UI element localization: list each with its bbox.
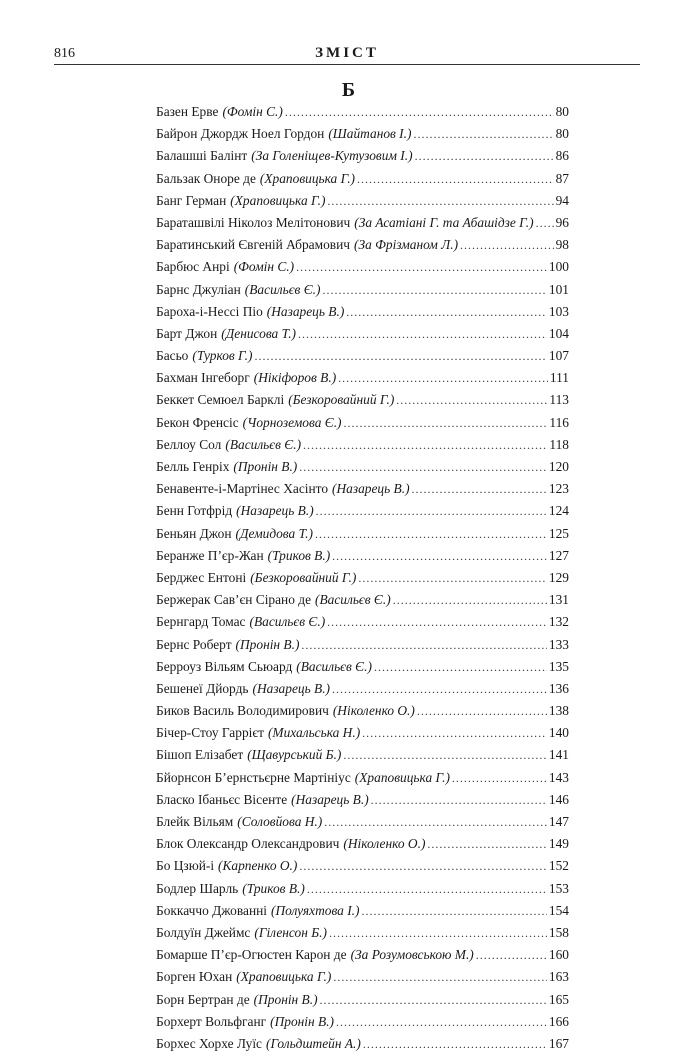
toc-entry bbox=[156, 259, 569, 281]
page-reference: 160 bbox=[548, 947, 569, 963]
article-author: (Васильєв Є.) bbox=[315, 592, 391, 608]
article-author: (Назарець В.) bbox=[332, 481, 410, 497]
dot-leader bbox=[476, 948, 547, 963]
author-name: Бароха-і-Нессі Піо bbox=[156, 303, 263, 319]
article-author: (За Фрізманом Л.) bbox=[354, 237, 459, 253]
toc-entry bbox=[156, 770, 569, 792]
toc-entry bbox=[156, 171, 569, 193]
page-number: 816 bbox=[54, 46, 75, 61]
page-reference: 149 bbox=[548, 836, 569, 852]
author-name: Бомарше П’єр-Огюстен Карон де bbox=[156, 947, 347, 963]
article-author: (Нікіфоров В.) bbox=[253, 370, 337, 386]
page-reference: 146 bbox=[548, 791, 569, 807]
dot-leader bbox=[452, 771, 547, 786]
toc-entry bbox=[156, 148, 569, 170]
page-reference: 127 bbox=[548, 547, 569, 563]
page-reference: 165 bbox=[548, 991, 569, 1007]
page-reference: 103 bbox=[548, 303, 569, 319]
toc-entry bbox=[156, 725, 569, 747]
toc-entry bbox=[156, 1036, 569, 1058]
dot-leader bbox=[322, 283, 546, 298]
author-name: Барт Джон bbox=[156, 325, 218, 341]
page-reference: 124 bbox=[548, 503, 569, 519]
toc-entry bbox=[156, 503, 569, 525]
dot-leader bbox=[536, 216, 554, 231]
dot-leader bbox=[336, 1015, 547, 1030]
page-reference: 163 bbox=[548, 969, 569, 985]
dot-leader bbox=[346, 305, 547, 320]
toc-entry bbox=[156, 814, 569, 836]
article-author: (Пронін В.) bbox=[270, 1013, 334, 1029]
dot-leader bbox=[332, 549, 547, 564]
author-name: Беллоу Сол bbox=[156, 436, 222, 452]
author-name: Бішоп Елізабет bbox=[156, 747, 244, 763]
toc-entry bbox=[156, 903, 569, 925]
article-author: (Васильєв Є.) bbox=[249, 614, 326, 630]
page-reference: 104 bbox=[548, 325, 569, 341]
author-name: Берджес Ентоні bbox=[156, 569, 247, 585]
page-reference: 138 bbox=[548, 703, 569, 719]
article-author: (Демидова Т.) bbox=[235, 525, 313, 541]
article-author: (Шайтанов І.) bbox=[328, 126, 412, 142]
page-reference: 140 bbox=[548, 725, 569, 741]
toc-entry bbox=[156, 348, 569, 370]
author-name: Белль Генріх bbox=[156, 459, 230, 474]
toc-entry bbox=[156, 304, 569, 326]
article-author: (Триков В.) bbox=[242, 880, 305, 896]
author-name: Бласко Ібаньєс Вісенте bbox=[156, 791, 288, 807]
dot-leader bbox=[329, 926, 547, 941]
page-reference: 118 bbox=[549, 436, 569, 452]
toc-entry bbox=[156, 370, 569, 392]
toc-entry bbox=[156, 570, 569, 592]
page-reference: 141 bbox=[548, 747, 569, 763]
author-name: Балашші Балінт bbox=[156, 148, 248, 164]
article-author: (Васильєв Є.) bbox=[244, 281, 321, 297]
dot-leader bbox=[417, 704, 547, 719]
dot-leader bbox=[362, 726, 547, 741]
page-reference: 154 bbox=[548, 902, 569, 918]
toc-entry bbox=[156, 526, 569, 548]
page-reference: 153 bbox=[548, 880, 569, 896]
author-name: Блейк Вільям bbox=[156, 814, 234, 829]
article-author: (Ніколенко О.) bbox=[332, 703, 415, 719]
dot-leader bbox=[427, 837, 547, 852]
author-name: Бернс Роберт bbox=[156, 636, 232, 652]
page-reference: 98 bbox=[555, 237, 569, 253]
toc-entry bbox=[156, 659, 569, 681]
author-name: Боккаччо Джованні bbox=[156, 902, 268, 918]
author-name: Бенавенте-і-Мартінес Хасінто bbox=[156, 481, 329, 497]
toc-entry bbox=[156, 126, 569, 148]
page-reference: 111 bbox=[549, 370, 569, 386]
dot-leader bbox=[320, 993, 547, 1008]
author-name: Бенн Готфрід bbox=[156, 503, 233, 519]
page-reference: 116 bbox=[549, 414, 569, 430]
dot-leader bbox=[332, 682, 547, 697]
article-author: (Храповицька Г.) bbox=[259, 170, 356, 186]
article-author: (Полуяхтова І.) bbox=[271, 902, 360, 918]
author-name: Беккет Семюел Барклі bbox=[156, 392, 285, 408]
article-author: (Васильєв Є.) bbox=[225, 436, 302, 452]
page-reference: 113 bbox=[549, 392, 569, 408]
dot-leader bbox=[315, 527, 547, 542]
page-reference: 96 bbox=[555, 214, 569, 230]
dot-leader bbox=[415, 149, 554, 164]
toc-entry bbox=[156, 104, 569, 126]
toc-entry bbox=[156, 437, 569, 459]
author-name: Бержерак Сав’єн Сірано де bbox=[156, 592, 312, 608]
author-name: Беранже П’єр-Жан bbox=[156, 547, 264, 563]
dot-leader bbox=[357, 172, 554, 187]
section-letter-heading: Б bbox=[341, 79, 356, 101]
toc-entry bbox=[156, 747, 569, 769]
author-name: Байрон Джордж Ноел Гордон bbox=[156, 126, 325, 142]
dot-leader bbox=[316, 504, 547, 519]
article-author: (Пронін В.) bbox=[253, 991, 318, 1007]
author-name: Борн Бертран де bbox=[156, 991, 250, 1007]
article-author: (Триков В.) bbox=[267, 547, 331, 563]
toc-entry bbox=[156, 992, 569, 1014]
toc-entry bbox=[156, 637, 569, 659]
article-author: (Назарець В.) bbox=[266, 303, 345, 319]
toc-entry bbox=[156, 392, 569, 414]
article-author: (Гіленсон Б.) bbox=[254, 924, 327, 940]
running-header bbox=[54, 44, 640, 65]
article-author: (Ніколенко О.) bbox=[343, 836, 426, 852]
dot-leader bbox=[361, 904, 546, 919]
dot-leader bbox=[254, 349, 546, 364]
article-author: (За Голеніщев-Кутузовим І.) bbox=[251, 148, 413, 164]
dot-leader bbox=[327, 615, 547, 630]
article-author: (Васильєв Є.) bbox=[296, 658, 372, 674]
author-name: Бахман Інгеборг bbox=[156, 370, 250, 386]
page-reference: 107 bbox=[548, 348, 569, 364]
article-author: (Безкоровайний Г.) bbox=[250, 569, 357, 585]
dot-leader bbox=[307, 882, 547, 897]
toc-entry bbox=[156, 925, 569, 947]
article-author: (Чорноземова Є.) bbox=[242, 414, 342, 430]
author-name: Бодлер Шарль bbox=[156, 880, 239, 896]
page-reference: 133 bbox=[548, 636, 569, 652]
article-author: (Денисова Т.) bbox=[221, 325, 297, 341]
author-name: Борхес Хорхе Луїс bbox=[156, 1035, 262, 1051]
page-reference: 101 bbox=[548, 281, 569, 297]
page-reference: 143 bbox=[548, 769, 569, 785]
dot-leader bbox=[396, 393, 547, 408]
author-name: Бйорнсон Б’ернстьєрне Мартініус bbox=[156, 769, 351, 785]
page-reference: 152 bbox=[548, 858, 569, 874]
author-name: Барнс Джуліан bbox=[156, 281, 241, 297]
dot-leader bbox=[371, 793, 547, 808]
page-reference: 80 bbox=[555, 126, 569, 142]
author-name: Борген Юхан bbox=[156, 969, 233, 985]
article-author: (Назарець В.) bbox=[291, 791, 369, 807]
dot-leader bbox=[358, 571, 547, 586]
toc-entry bbox=[156, 237, 569, 259]
author-name: Барбюс Анрі bbox=[156, 259, 230, 275]
author-name: Бальзак Оноре де bbox=[156, 170, 256, 186]
dot-leader bbox=[299, 460, 547, 475]
toc-entry bbox=[156, 592, 569, 614]
page-reference: 120 bbox=[548, 459, 569, 474]
article-author: (Безкоровайний Г.) bbox=[288, 392, 395, 408]
article-author: (Михальська Н.) bbox=[267, 725, 361, 741]
page-reference: 87 bbox=[555, 170, 569, 186]
dot-leader bbox=[460, 238, 554, 253]
table-of-contents bbox=[156, 104, 569, 1058]
author-name: Борхерт Вольфганг bbox=[156, 1013, 267, 1029]
dot-leader bbox=[413, 127, 553, 142]
dot-leader bbox=[393, 593, 547, 608]
dot-leader bbox=[298, 327, 547, 342]
dot-leader bbox=[296, 260, 547, 275]
author-name: Бо Цзюй-і bbox=[156, 858, 215, 874]
article-author: (Пронін В.) bbox=[233, 459, 298, 474]
dot-leader bbox=[412, 482, 547, 497]
author-name: Бекон Френсіс bbox=[156, 414, 239, 430]
article-author: (Храповицька Г.) bbox=[236, 969, 332, 985]
article-author: (Назарець В.) bbox=[236, 503, 314, 519]
article-author: (Турков Г.) bbox=[192, 348, 253, 364]
page-reference: 129 bbox=[548, 569, 569, 585]
page-reference: 158 bbox=[548, 924, 569, 940]
page-reference: 147 bbox=[548, 814, 569, 829]
dot-leader bbox=[374, 660, 547, 675]
article-author: (За Асатіані Г. та Абашідзе Г.) bbox=[354, 214, 534, 230]
toc-entry bbox=[156, 215, 569, 237]
toc-entry bbox=[156, 193, 569, 215]
author-name: Базен Ерве bbox=[156, 104, 219, 119]
page-reference: 100 bbox=[548, 259, 569, 275]
dot-leader bbox=[344, 416, 548, 431]
author-name: Бешенеї Дйордь bbox=[156, 680, 249, 696]
author-name: Бічер-Стоу Гаррієт bbox=[156, 725, 264, 741]
running-title: ЗМІСТ bbox=[315, 45, 379, 61]
toc-entry bbox=[156, 326, 569, 348]
article-author: (Назарець В.) bbox=[252, 680, 331, 696]
author-name: Бернгард Томас bbox=[156, 614, 246, 630]
toc-entry bbox=[156, 792, 569, 814]
page-reference: 125 bbox=[548, 525, 569, 541]
dot-leader bbox=[324, 815, 547, 830]
toc-entry bbox=[156, 881, 569, 903]
author-name: Банг Герман bbox=[156, 192, 227, 208]
author-name: Биков Василь Володимирович bbox=[156, 703, 329, 719]
page-reference: 86 bbox=[555, 148, 569, 164]
dot-leader bbox=[285, 105, 554, 120]
page-reference: 123 bbox=[548, 481, 569, 497]
article-author: (Фомін С.) bbox=[222, 104, 283, 119]
author-name: Беньян Джон bbox=[156, 525, 232, 541]
article-author: (За Розумовською М.) bbox=[350, 947, 474, 963]
author-name: Баратинський Євгеній Абрамович bbox=[156, 237, 350, 253]
page-reference: 131 bbox=[548, 592, 569, 608]
author-name: Берроуз Вільям Сьюард bbox=[156, 658, 293, 674]
toc-entry bbox=[156, 548, 569, 570]
article-author: (Храповицька Г.) bbox=[354, 769, 450, 785]
author-name: Бараташвілі Ніколоз Мелітонович bbox=[156, 214, 351, 230]
page-reference: 94 bbox=[555, 192, 569, 208]
article-author: (Гольдштейн А.) bbox=[266, 1035, 361, 1051]
dot-leader bbox=[333, 970, 547, 985]
toc-entry bbox=[156, 614, 569, 636]
author-name: Блок Олександр Олександрович bbox=[156, 836, 340, 852]
page-reference: 135 bbox=[548, 658, 569, 674]
article-author: (Соловйова Н.) bbox=[237, 814, 323, 829]
author-name: Басьо bbox=[156, 348, 189, 364]
dot-leader bbox=[363, 1037, 547, 1052]
article-author: (Храповицька Г.) bbox=[230, 192, 326, 208]
toc-entry bbox=[156, 459, 569, 481]
page-reference: 167 bbox=[548, 1035, 569, 1051]
page-reference: 136 bbox=[548, 680, 569, 696]
toc-entry bbox=[156, 415, 569, 437]
toc-entry bbox=[156, 858, 569, 880]
page-reference: 80 bbox=[555, 104, 569, 119]
author-name: Болдуїн Джеймс bbox=[156, 924, 251, 940]
dot-leader bbox=[299, 859, 547, 874]
toc-entry bbox=[156, 681, 569, 703]
article-author: (Пронін В.) bbox=[235, 636, 300, 652]
article-author: (Фомін С.) bbox=[233, 259, 295, 275]
toc-entry bbox=[156, 703, 569, 725]
page-reference: 166 bbox=[548, 1013, 569, 1029]
article-author: (Карпенко О.) bbox=[218, 858, 298, 874]
dot-leader bbox=[343, 748, 547, 763]
dot-leader bbox=[338, 371, 548, 386]
toc-entry bbox=[156, 1014, 569, 1036]
dot-leader bbox=[301, 638, 546, 653]
dot-leader bbox=[327, 194, 553, 209]
toc-entry bbox=[156, 836, 569, 858]
toc-entry bbox=[156, 947, 569, 969]
article-author: (Щавурський Б.) bbox=[247, 747, 342, 763]
page-reference: 132 bbox=[548, 614, 569, 630]
dot-leader bbox=[303, 438, 547, 453]
toc-entry bbox=[156, 282, 569, 304]
toc-entry bbox=[156, 969, 569, 991]
toc-entry bbox=[156, 481, 569, 503]
